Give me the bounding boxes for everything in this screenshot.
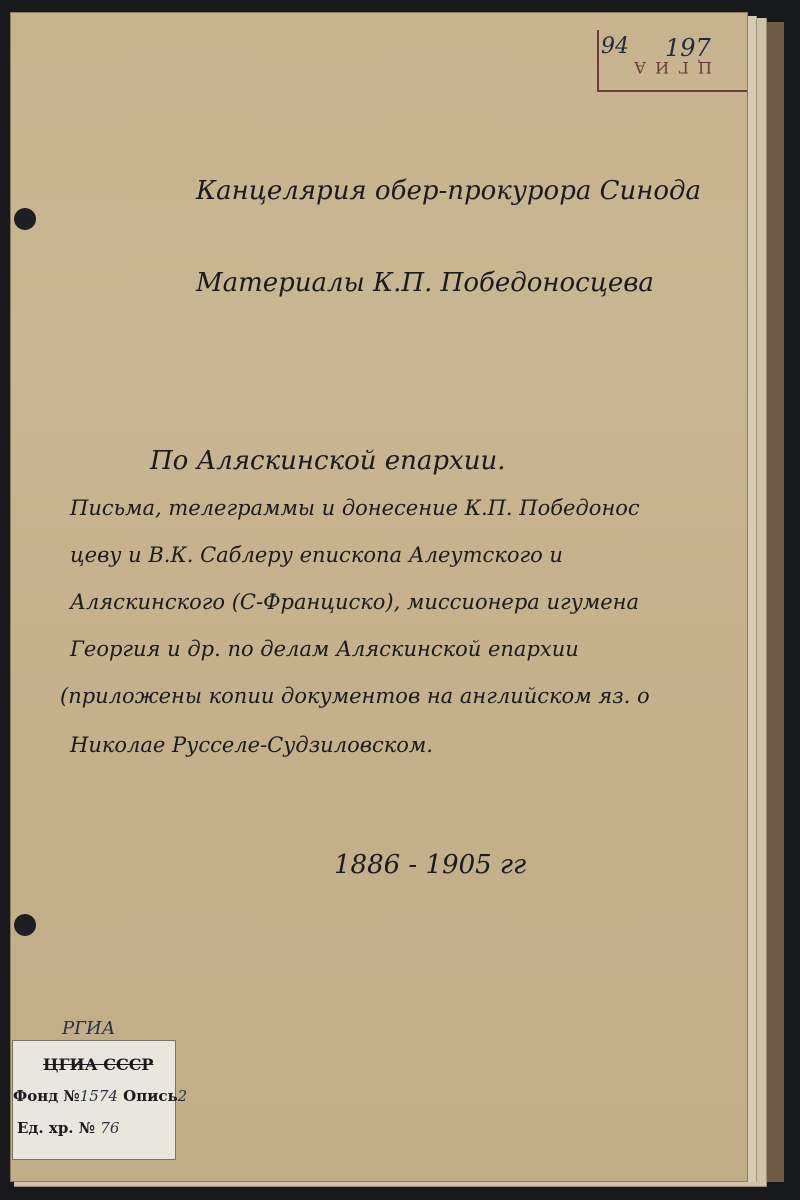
sheet-number-right: 197 — [665, 34, 711, 62]
sheet-number-left: 94 — [601, 34, 629, 59]
fond-row — [13, 1087, 187, 1105]
materials-title: Материалы К.П. Победоносцева — [196, 268, 654, 298]
punch-hole — [14, 914, 36, 936]
fond-label: Фонд № — [13, 1087, 80, 1105]
fond-value: 1574 — [79, 1087, 118, 1105]
diocese-heading: По Аляскинской епархии. — [150, 446, 506, 476]
description-line: Письма, телеграммы и донесение К.П. Победонос — [70, 496, 640, 520]
description-line: (приложены копии документов на английском яз. о — [60, 684, 650, 708]
punch-hole — [14, 208, 36, 230]
description-line: Георгия и др. по делам Аляскинской епархии — [70, 637, 579, 661]
archive-label — [12, 1040, 188, 1160]
item-row — [17, 1119, 119, 1137]
opis-value: 2 — [177, 1087, 188, 1105]
archive-handwritten-abbrev: РГИА — [62, 1018, 116, 1039]
archive-name: ЦГИА СССР — [43, 1055, 154, 1074]
description-line: цеву и В.К. Саблеру епископа Алеутского и — [70, 543, 563, 567]
archive-stamp-text: Ц Г И А — [632, 58, 712, 77]
chancellery-title: Канцелярия обер-прокурора Синода — [196, 176, 702, 206]
item-label: Ед. хр. № — [17, 1119, 96, 1137]
item-value: 76 — [100, 1119, 120, 1137]
date-range: 1886 - 1905 гг — [334, 850, 527, 880]
description-line: Николае Русселе-Судзиловском. — [70, 733, 433, 757]
opis-label: Опись — [123, 1087, 178, 1105]
description-line: Аляскинского (С-Франциско), миссионера игумена — [70, 590, 639, 614]
